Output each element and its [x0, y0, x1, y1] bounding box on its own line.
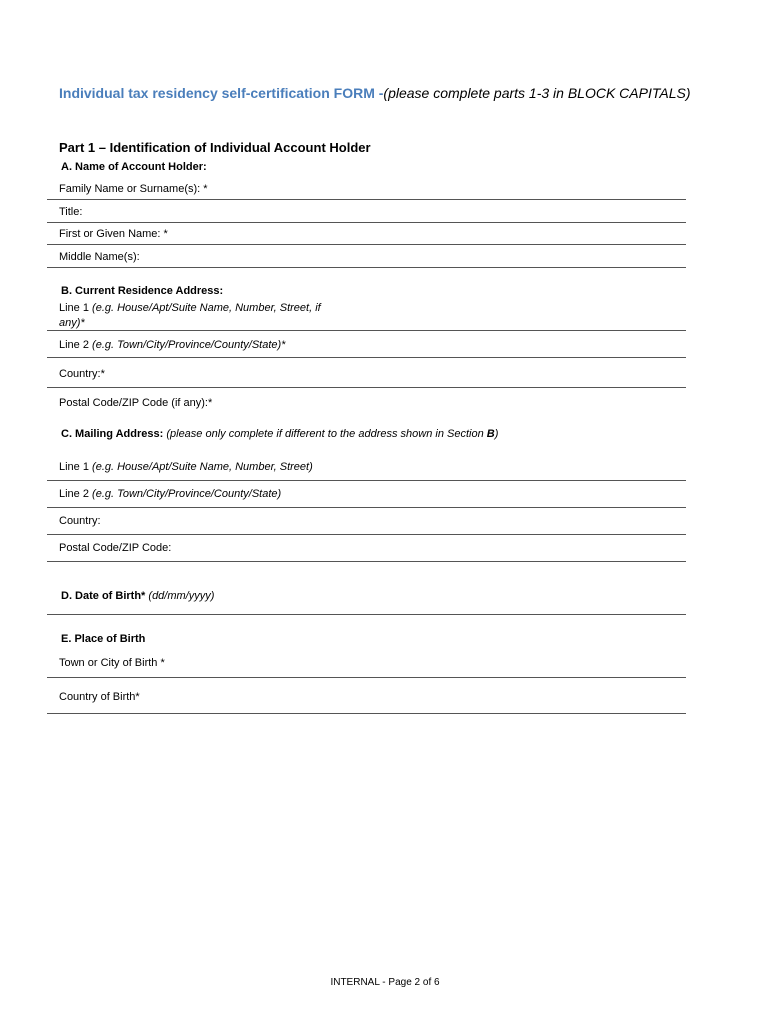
section-c-note-c: ) [494, 428, 499, 440]
section-c-heading-text: C. Mailing Address: [61, 428, 164, 440]
section-d-heading [61, 590, 214, 602]
birth-country-label: Country of Birth* [59, 691, 140, 703]
residence-postal-label: Postal Code/ZIP Code (if any):* [59, 397, 213, 409]
part1-heading: Part 1 – Identification of Individual Account Holder [59, 140, 371, 155]
mailing-line1-label [59, 460, 313, 475]
title-field[interactable] [47, 222, 686, 223]
section-c-note [166, 428, 498, 440]
mailing-line1-field[interactable] [47, 480, 686, 481]
section-d-hint: (dd/mm/yyyy) [148, 590, 215, 602]
residence-country-field[interactable] [47, 387, 686, 388]
birth-town-label: Town or City of Birth * [59, 657, 165, 669]
page-footer: INTERNAL - Page 2 of 6 [330, 977, 440, 988]
title-label: Title: [59, 206, 83, 218]
form-title-note: (please complete parts 1-3 in BLOCK CAPITALS) [383, 85, 691, 101]
mailing-line2-hint: (e.g. Town/City/Province/County/State) [92, 488, 282, 500]
residence-line1-hint-a: (e.g. House/Apt/Suite Name, Number, Street, if [92, 302, 321, 314]
middle-names-label: Middle Name(s): [59, 251, 140, 263]
mailing-line2-field[interactable] [47, 507, 686, 508]
section-d-heading-text: D. Date of Birth* [61, 590, 146, 602]
residence-line2-text: Line 2 [59, 339, 89, 351]
residence-line2-label [59, 338, 285, 353]
first-name-field[interactable] [47, 244, 686, 245]
birth-country-field[interactable] [47, 713, 686, 714]
mailing-line2-label [59, 487, 281, 502]
residence-line2-field[interactable] [47, 357, 686, 358]
residence-line1-field[interactable] [47, 330, 686, 331]
section-b-heading: B. Current Residence Address: [61, 285, 224, 297]
form-title-main: Individual tax residency self-certification FORM - [59, 85, 384, 101]
section-c-heading [61, 428, 498, 440]
form-title [59, 85, 691, 101]
mailing-line1-hint: (e.g. House/Apt/Suite Name, Number, Street) [92, 461, 313, 473]
birth-town-field[interactable] [47, 677, 686, 678]
section-e-heading: E. Place of Birth [61, 633, 146, 645]
residence-line2-hint: (e.g. Town/City/Province/County/State)* [92, 339, 286, 351]
date-of-birth-field[interactable] [47, 614, 686, 615]
mailing-postal-field[interactable] [47, 561, 686, 562]
mailing-country-label: Country: [59, 515, 101, 527]
residence-country-label: Country:* [59, 368, 105, 380]
residence-line1-text: Line 1 [59, 302, 89, 314]
family-name-label: Family Name or Surname(s): * [59, 183, 208, 195]
section-a-heading: A. Name of Account Holder: [61, 161, 207, 173]
middle-names-field[interactable] [47, 267, 686, 268]
section-c-note-a: (please only complete if different to the address shown in Section [166, 428, 484, 440]
family-name-field[interactable] [47, 199, 686, 200]
mailing-postal-label: Postal Code/ZIP Code: [59, 542, 172, 554]
mailing-line1-text: Line 1 [59, 461, 89, 473]
first-name-label: First or Given Name: * [59, 228, 168, 240]
section-c-note-b: B [486, 428, 495, 440]
mailing-country-field[interactable] [47, 534, 686, 535]
residence-line1-hint-b: any)* [59, 317, 85, 329]
mailing-line2-text: Line 2 [59, 488, 89, 500]
residence-line1-label [59, 301, 321, 331]
